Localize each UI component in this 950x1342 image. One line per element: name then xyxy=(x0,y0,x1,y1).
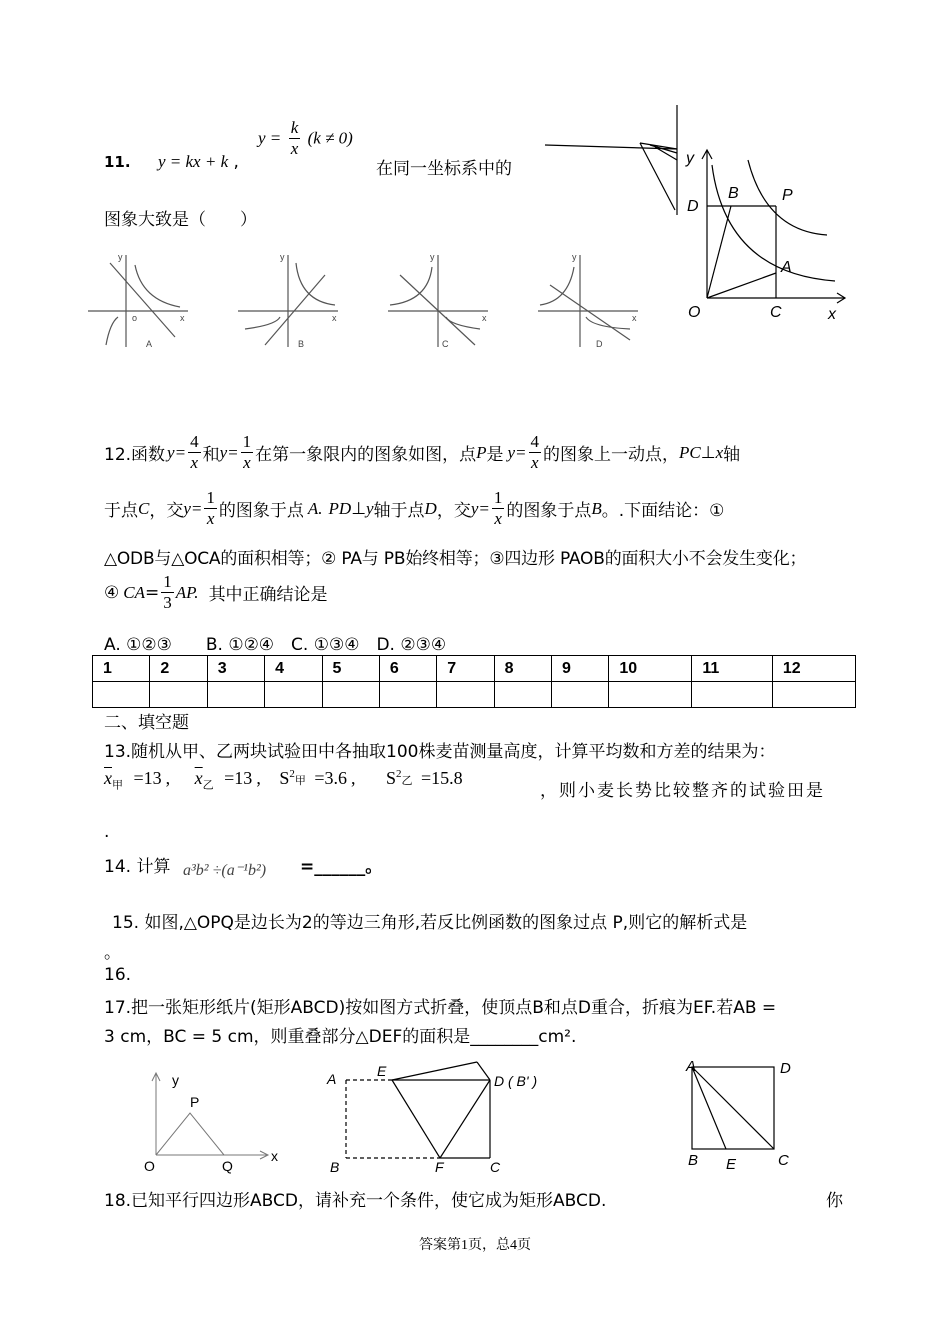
value: =3.6 xyxy=(314,768,347,788)
axis-y: y xyxy=(366,498,374,518)
answer-cell[interactable] xyxy=(494,682,551,708)
y-eq: y= xyxy=(470,498,490,518)
denominator: x xyxy=(531,453,539,472)
table-cell: 8 xyxy=(494,656,551,682)
denominator: x xyxy=(243,453,251,472)
q11-line1 xyxy=(104,152,239,172)
fraction-4-over-x xyxy=(188,432,201,473)
point-d: D xyxy=(424,498,437,518)
k-over-x-fraction xyxy=(289,118,301,159)
q13-dot: . xyxy=(104,822,110,842)
perp: ⊥ xyxy=(700,442,716,463)
q15-text: 15. 如图,△OPQ是边长为2的等边三角形,若反比例函数的图象过点 P,则它的解析式是 xyxy=(112,913,748,933)
point-p: P xyxy=(476,442,487,462)
q11-inverse-equation xyxy=(258,118,353,159)
table-cell: 6 xyxy=(379,656,436,682)
frac-denominator: x xyxy=(290,139,299,158)
q12-text: 12.函数 xyxy=(104,445,166,465)
label-q: Q xyxy=(222,1158,233,1174)
table-cell: 3 xyxy=(207,656,264,682)
numerator: 1 xyxy=(163,572,172,591)
table-cell: 4 xyxy=(265,656,322,682)
label-f: F xyxy=(435,1159,444,1175)
table-cell: 9 xyxy=(552,656,609,682)
fold-figure xyxy=(322,1060,577,1178)
equals: = xyxy=(144,582,160,603)
s-symbol: S xyxy=(385,768,396,788)
y-eq: y= xyxy=(167,442,187,462)
label-e: E xyxy=(377,1063,387,1079)
q12-text: 的图象上一动点， xyxy=(543,445,680,465)
label-c: C xyxy=(490,1159,501,1175)
point-b: B xyxy=(591,498,602,518)
q12-text: 是 xyxy=(486,445,504,465)
answer-cell[interactable] xyxy=(265,682,322,708)
subscript: 甲 xyxy=(294,775,306,787)
x-bar: $\overline{x}$ xyxy=(194,768,203,788)
label-d: D xyxy=(687,198,699,215)
segment-ap: AP. xyxy=(175,582,199,602)
segment-pc: PC xyxy=(679,442,701,462)
label-e: E xyxy=(726,1156,737,1173)
label-b: B xyxy=(728,185,739,202)
svg-text:y: y xyxy=(572,252,577,262)
y-eq: y= xyxy=(219,442,239,462)
numerator: 1 xyxy=(493,488,503,507)
label-b: B xyxy=(688,1152,699,1169)
option-label-b: B xyxy=(298,339,305,349)
svg-text:x: x xyxy=(332,313,337,323)
denominator: x xyxy=(190,453,199,472)
subscript: 乙 xyxy=(401,775,413,787)
page-footer: 答案第1页，总4页 xyxy=(419,1238,531,1253)
label-b: B xyxy=(330,1159,340,1175)
table-cell: 11 xyxy=(692,656,772,682)
q11-line2: 图象大致是（ ） xyxy=(104,210,257,230)
svg-text:y: y xyxy=(280,252,285,262)
subscript: 甲 xyxy=(112,779,123,792)
label-c: C xyxy=(778,1152,789,1169)
svg-text:x: x xyxy=(632,313,637,323)
q12-text: ，交 xyxy=(149,501,184,521)
answer-cell[interactable] xyxy=(437,682,494,708)
label-d-b-prime: D ( B' ) xyxy=(494,1073,538,1089)
q12-line1 xyxy=(104,432,740,473)
label-x: x xyxy=(271,1148,278,1164)
q13-line2: $\overline{x}_甲 =13$ , $\overline{x}_乙 =13$ , $S^2$甲 =3.6 , $S^2$乙 =15.8 xyxy=(104,768,463,792)
q12-line4 xyxy=(104,572,328,613)
q17-line1: 17.把一张矩形纸片(矩形ABCD)按如图方式折叠，使顶点B和点D重合，折痕为EF.若AB = xyxy=(104,998,777,1018)
q11-text-tail: 在同一坐标系中的 xyxy=(376,159,512,179)
q12-text: 。.下面结论：① xyxy=(601,501,725,521)
q14-blank[interactable]: =______。 xyxy=(300,857,383,877)
table-cell: 7 xyxy=(437,656,494,682)
table-answer-row xyxy=(93,682,856,708)
segment-pd: PD xyxy=(328,498,352,518)
label-c: C xyxy=(770,304,782,321)
q14-expression: a³b² ÷(a⁻¹b²) xyxy=(183,862,267,879)
value: =13 xyxy=(224,768,253,788)
label-p: P xyxy=(782,187,793,204)
superscript: 2 xyxy=(396,768,402,780)
q12-text: 轴于点 xyxy=(373,501,425,521)
label-o: O xyxy=(688,304,701,321)
option-label-c: C xyxy=(442,339,449,349)
svg-text:x: x xyxy=(180,313,185,323)
answer-cell[interactable] xyxy=(552,682,609,708)
svg-text:y: y xyxy=(118,252,123,262)
q18-text: 18.已知平行四边形ABCD，请补充一个条件，使它成为矩形ABCD. xyxy=(104,1191,607,1211)
label-p: P xyxy=(190,1094,200,1110)
table-cell: 12 xyxy=(772,656,855,682)
label-o: O xyxy=(144,1158,155,1174)
superscript: 2 xyxy=(289,768,295,780)
label-d: D xyxy=(780,1060,791,1077)
question-number: 11. xyxy=(104,153,131,171)
svg-text:x: x xyxy=(482,313,487,323)
q15-end: 。 xyxy=(104,943,121,963)
answer-cell[interactable] xyxy=(692,682,772,708)
q14-label: 14. 计算 xyxy=(104,857,171,877)
svg-text:o: o xyxy=(132,313,138,323)
option-label-d: D xyxy=(596,339,603,349)
square-figure xyxy=(680,1055,810,1175)
denominator: x xyxy=(206,509,215,528)
value: =15.8 xyxy=(421,768,463,788)
q17-line2: 3 cm，BC = 5 cm，则重叠部分△DEF的面积是________cm². xyxy=(104,1027,577,1047)
fraction-1-over-x xyxy=(204,488,217,529)
x-bar: $\overline{x}$ xyxy=(104,768,112,788)
answer-cell[interactable] xyxy=(379,682,436,708)
hyperbola-figure xyxy=(540,105,860,330)
numerator: 1 xyxy=(242,432,252,451)
fraction-1-over-x xyxy=(492,488,505,529)
label-x: x xyxy=(828,306,836,323)
q12-text: 的图象于点 xyxy=(218,501,304,521)
answer-cell[interactable] xyxy=(207,682,264,708)
point-a: A. xyxy=(307,498,323,518)
numerator: 4 xyxy=(530,432,540,451)
q13-tail: ，则小麦长势比较整齐的试验田是 xyxy=(540,781,825,801)
label-y: y xyxy=(172,1072,179,1088)
q12-text: 轴 xyxy=(723,445,741,465)
fraction-1-over-3 xyxy=(161,572,174,613)
q16-text: 16. xyxy=(104,965,132,985)
answer-cell[interactable] xyxy=(150,682,207,708)
segment-ca: CA xyxy=(123,582,145,602)
fraction-1-over-x xyxy=(241,432,254,473)
table-header-row xyxy=(93,656,856,682)
subscript: 乙 xyxy=(202,779,214,792)
answer-cell[interactable] xyxy=(322,682,379,708)
y-eq: y= xyxy=(183,498,203,518)
numerator: 4 xyxy=(190,432,199,451)
frac-numerator: k xyxy=(290,118,299,137)
q12-text: 的图象于点 xyxy=(506,501,592,521)
answer-cell[interactable] xyxy=(772,682,855,708)
q12-text: ④ xyxy=(104,582,120,603)
y-eq: y= xyxy=(507,442,527,462)
s-symbol: S xyxy=(279,768,290,788)
denominator: 3 xyxy=(163,593,172,612)
q13-line1: 13.随机从甲、乙两块试验田中各抽取100株麦苗测量高度，计算平均数和方差的结果为： xyxy=(104,742,776,762)
q12-line3: △ODB与△OCA的面积相等；② PA与 PB始终相等；③四边形 PAOB的面积大小不会发生变化； xyxy=(104,549,807,569)
q12-text: 在第一象限内的图象如图，点 xyxy=(255,445,477,465)
option-label-a: A xyxy=(146,339,153,349)
comma: , xyxy=(233,152,239,172)
eq2-condition: (k ≠ 0) xyxy=(307,128,353,148)
q12-text: 其中正确结论是 xyxy=(208,585,328,605)
q12-text: 于点 xyxy=(104,501,138,521)
answer-table xyxy=(92,655,856,708)
label-a: A xyxy=(686,1058,697,1075)
table-cell: 1 xyxy=(93,656,150,682)
table-cell: 5 xyxy=(322,656,379,682)
table-cell: 10 xyxy=(609,656,692,682)
value: =13 xyxy=(133,768,162,788)
point-c: C xyxy=(138,498,150,518)
label-a: A xyxy=(327,1071,337,1087)
q12-options: A. ①②③ B. ①②④ C. ①③④ D. ②③④ xyxy=(104,635,447,655)
label-y: y xyxy=(686,150,694,167)
q12-text: ，交 xyxy=(436,501,471,521)
label-a: A xyxy=(781,259,792,276)
answer-cell[interactable] xyxy=(609,682,692,708)
table-cell: 2 xyxy=(150,656,207,682)
linear-equation: y = kx + k xyxy=(157,152,229,171)
q18-tail: 你 xyxy=(826,1191,843,1211)
perp: ⊥ xyxy=(351,498,366,519)
answer-cell[interactable] xyxy=(93,682,150,708)
denominator: x xyxy=(494,509,502,528)
numerator: 1 xyxy=(206,488,215,507)
svg-text:y: y xyxy=(430,252,435,262)
section-heading: 二、填空题 xyxy=(104,713,189,733)
eq2-lhs: y = xyxy=(258,128,282,148)
axis-x: x xyxy=(715,442,724,462)
fraction-4-over-x xyxy=(529,432,542,473)
q12-line2 xyxy=(104,488,724,529)
triangle-opq-figure xyxy=(128,1065,293,1180)
q12-text: 和 xyxy=(202,445,220,465)
